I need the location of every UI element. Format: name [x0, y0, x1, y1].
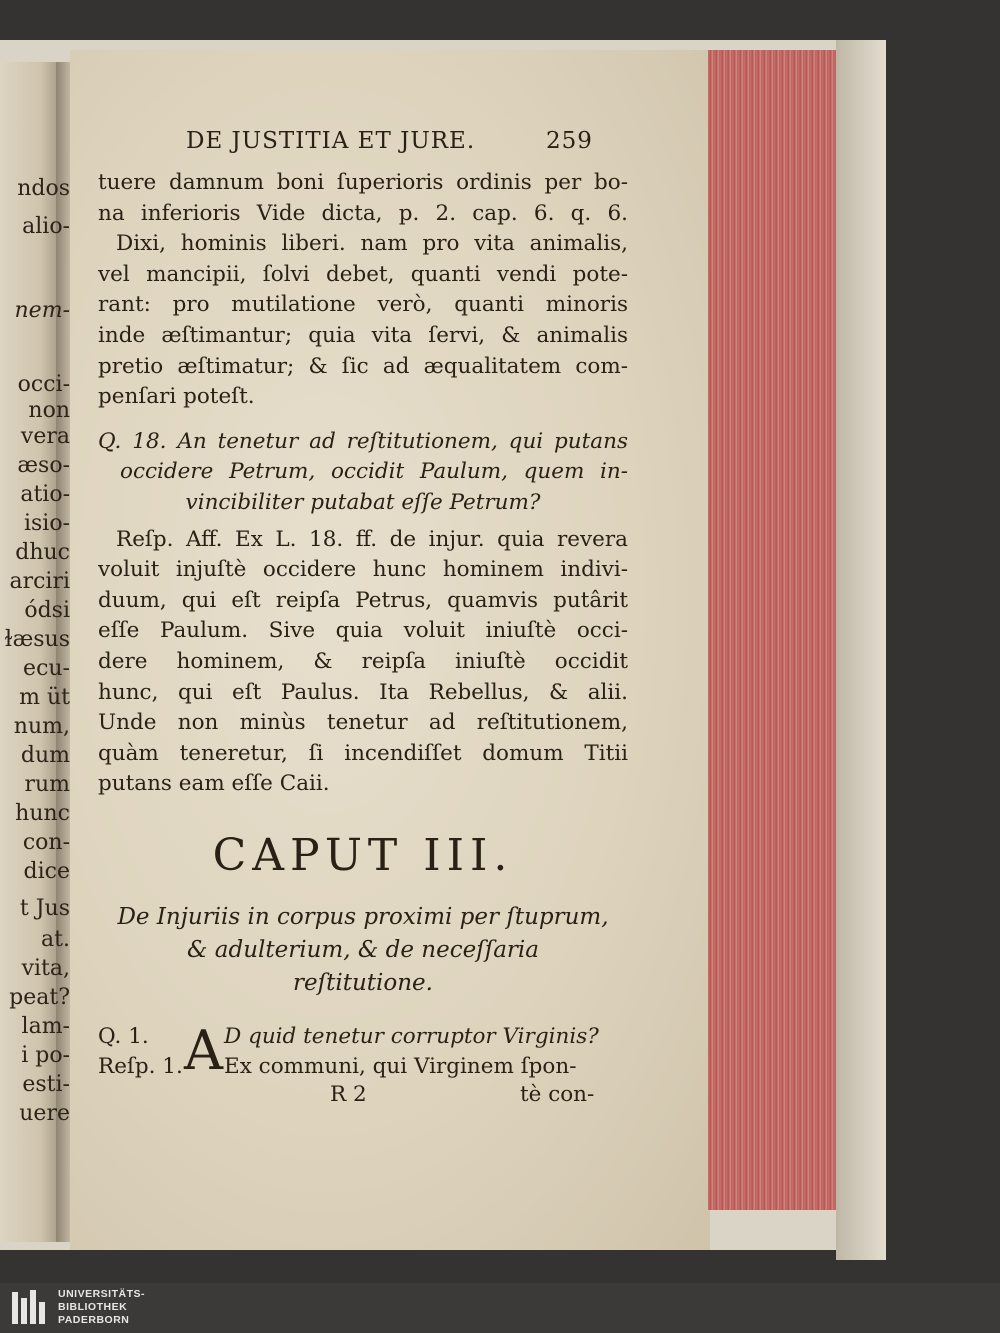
- left-page-fragment: dice: [23, 859, 70, 884]
- left-page-fragment: dhuc: [15, 540, 70, 565]
- left-page-fragment: ndos: [17, 176, 70, 201]
- left-page-fragment: vita,: [21, 956, 70, 981]
- response-line: voluit injuſtè occidere hunc hominem indivi-: [98, 557, 628, 583]
- drop-capital: A: [184, 1018, 223, 1082]
- signature-mark: R 2: [330, 1081, 367, 1107]
- left-page-fragment: isio-: [23, 511, 70, 536]
- left-page-fragment: dum: [20, 743, 70, 768]
- body-line: tuere damnum boni ſuperioris ordinis per bo-: [98, 170, 628, 195]
- page-number: 259: [546, 128, 593, 154]
- response-line: hunc, qui eſt Paulus. Ita Rebellus, & alii.: [98, 679, 628, 705]
- q1-line: D quid tenetur corruptor Virginis?: [224, 1023, 599, 1049]
- left-page-fragment: nem-: [14, 298, 70, 323]
- left-page-fragment: num,: [13, 714, 70, 739]
- left-page-fragment: alio-: [22, 214, 70, 239]
- response-line: Unde non minùs tenetur ad reſtitutionem,: [98, 710, 628, 736]
- left-page-fragment: ódsi: [24, 598, 70, 623]
- body-line: Dixi, hominis liberi. nam pro vita animalis,: [116, 231, 628, 257]
- page-text: [98, 128, 628, 1112]
- left-page-fragment: i po-: [21, 1043, 70, 1068]
- left-page-fragment: arciri: [9, 569, 70, 594]
- left-page-fragment: con-: [22, 830, 70, 855]
- chapter-subtitle-line: De Injuriis in corpus proximi per ſtuprum,: [117, 903, 609, 930]
- body-line: penſari poteſt.: [98, 384, 255, 410]
- header-title: DE JUSTITIA ET JURE.: [186, 128, 476, 154]
- chapter-title: CAPUT III.: [212, 829, 514, 881]
- chapter-subtitle-line: & adulterium, & de neceſſaria: [187, 936, 539, 963]
- left-page-fragment: at.: [41, 927, 70, 952]
- left-page-fragment: peat?: [9, 985, 70, 1010]
- body-line: vel mancipii, ſolvi debet, quanti vendi pote-: [98, 261, 628, 287]
- left-page-fragment: uere: [19, 1101, 70, 1126]
- response-line: putans eam eſſe Caii.: [98, 771, 330, 797]
- red-page-edges: [708, 50, 838, 1210]
- question-line: vincibiliter putabat eſſe Petrum?: [185, 489, 541, 515]
- left-page-fragment: ɫæsus: [4, 627, 70, 652]
- body-line: rant: pro mutilatione verò, quanti minoris: [98, 292, 628, 318]
- response-line: quàm teneretur, ſi incendiſſet domum Titii: [98, 740, 628, 766]
- library-name-line: BIBLIOTHEK: [58, 1301, 128, 1313]
- response-label: Reſp. 1.: [98, 1053, 183, 1079]
- library-name-line: PADERBORN: [58, 1314, 130, 1326]
- library-logo-icon: [10, 1288, 48, 1328]
- body-line: na inferioris Vide dicta, p. 2. cap. 6. q. 6.: [98, 200, 628, 226]
- page-foot: [98, 1082, 628, 1112]
- question-line: Q. 18. An tenetur ad reſtitutionem, qui putans: [98, 428, 628, 454]
- left-page-fragment: lam-: [21, 1014, 70, 1039]
- q1-line: Ex communi, qui Virginem ſpon-: [224, 1053, 577, 1079]
- response-line: duum, qui eſt reipſa Petrus, quamvis putârit: [98, 587, 628, 613]
- left-page-fragment: rum: [24, 772, 70, 797]
- library-name: [58, 1288, 145, 1327]
- response-line: Reſp. Aff. Ex L. 18. ff. de injur. quia revera: [116, 526, 628, 552]
- body-line: inde æſtimantur; quia vita ſervi, & animalis: [98, 322, 628, 348]
- left-page-fragment: m üt: [19, 685, 70, 710]
- book-board: [836, 40, 886, 1260]
- left-page-fragment: occi-: [17, 372, 70, 397]
- question-1: [98, 1018, 628, 1082]
- catchword: tè con-: [520, 1081, 595, 1107]
- library-footer: [0, 1283, 1000, 1333]
- left-page-fragment: esti-: [22, 1072, 70, 1097]
- left-page-fragment: non: [28, 398, 70, 423]
- left-page-fragment: atio-: [20, 482, 70, 507]
- library-name-line: UNIVERSITÄTS-: [58, 1288, 146, 1300]
- left-page-fragment: vera: [20, 424, 70, 449]
- response-line: dere hominem, & reipſa iniuſtè occidit: [98, 648, 628, 674]
- question-line: occidere Petrum, occidit Paulum, quem in-: [120, 459, 628, 485]
- left-page-fragment: æso-: [17, 453, 70, 478]
- left-page-fragment: t Jus: [19, 896, 70, 921]
- left-page-fragment: hunc: [15, 801, 70, 826]
- response-line: eſſe Paulum. Sive quia voluit iniuſtè occi-: [98, 618, 628, 644]
- running-header: [98, 128, 628, 168]
- chapter-subtitle-line: reſtitutione.: [293, 969, 433, 996]
- body-line: pretio æſtimatur; & ſic ad æqualitatem com-: [98, 353, 628, 379]
- left-page-fragment: ecu-: [23, 656, 70, 681]
- question-label: Q. 1.: [98, 1023, 149, 1049]
